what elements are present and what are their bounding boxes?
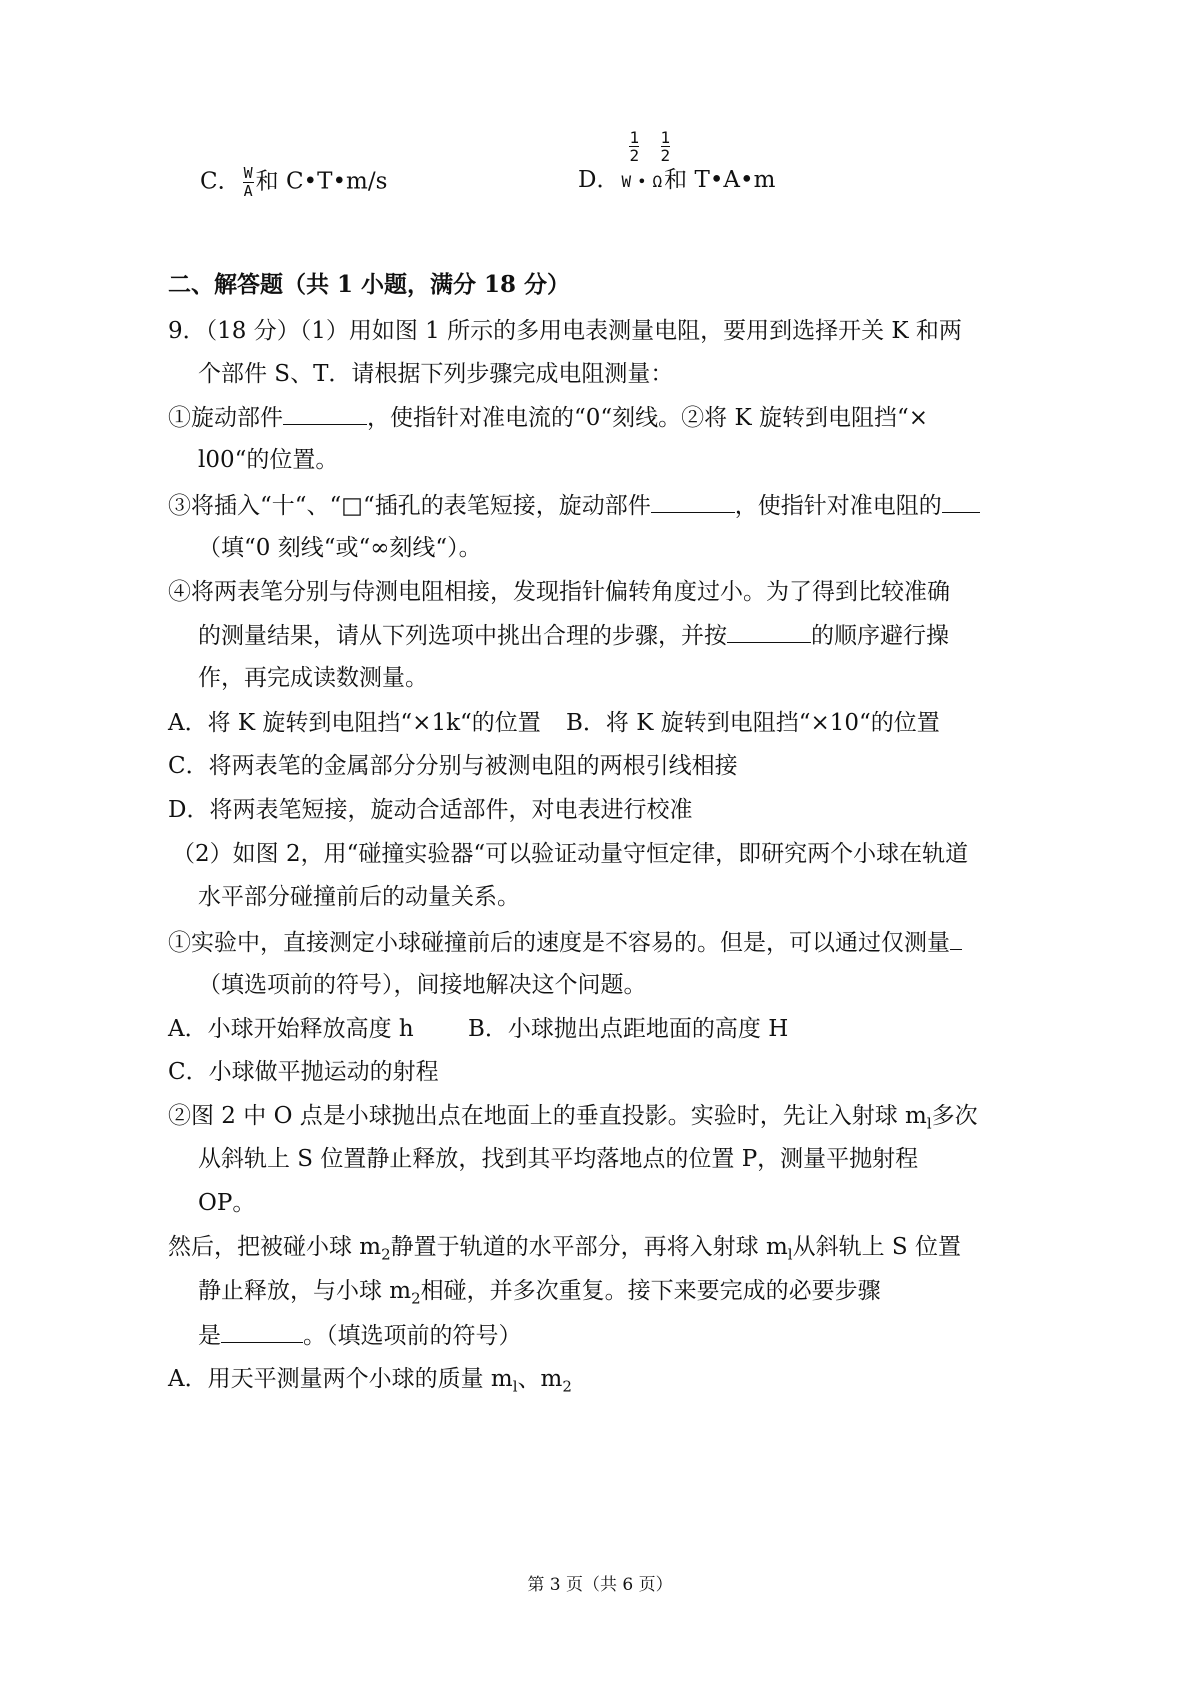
exp-2-cont: 从斜轨上 S 位置静止释放，找到其平均落地点的位置 P，测量平抛射程	[198, 1146, 919, 1172]
final-choice-a: A．用天平测量两个小球的质量 $m_l$、$m_2$	[168, 1366, 572, 1396]
step-4-cont-2: 作，再完成读数测量。	[198, 665, 428, 691]
choice-c: C．将两表笔的金属部分分别与被测电阻的两根引线相接	[168, 753, 738, 779]
then-line-2: 静止释放，与小球 $m_2$相碰，并多次重复。接下来要完成的必要步骤	[198, 1278, 881, 1308]
exp-1-line: ①实验中，直接测定小球碰撞前后的速度是不容易的。但是，可以通过仅测量	[168, 927, 962, 958]
answer-blank	[950, 927, 962, 950]
exp-choice-c: C．小球做平抛运动的射程	[168, 1059, 439, 1085]
option-c: C． $\frac{W}{A}$ 和 C•T•m/s	[200, 164, 388, 200]
exp-1-cont: （填选项前的符号），间接地解决这个问题。	[198, 972, 647, 998]
answer-blank	[727, 620, 811, 643]
option-d: D． W 1 2 • Ω 1 2 和 T•A•m	[578, 165, 775, 197]
step-3-cont: （填“0 刻线“或“∞刻线“）。	[198, 535, 482, 561]
step-4-cont: 的测量结果，请从下列选项中挑出合理的步骤，并按 的顺序避行操	[198, 620, 949, 651]
answer-blank	[283, 402, 367, 425]
q9-line-1: 9．（18 分）（1）用如图 1 所示的多用电表测量电阻，要用到选择开关 K 和两	[168, 318, 962, 344]
step-4-line: ④将两表笔分别与侍测电阻相接，发现指针偏转角度过小。为了得到比较准确	[168, 579, 950, 605]
q9-line-2: 个部件 S、T．请根据下列步骤完成电阻测量：	[198, 361, 674, 387]
choice-d: D．将两表笔短接，旋动合适部件，对电表进行校准	[168, 797, 693, 823]
answer-blank	[651, 490, 735, 513]
step-1-cont: l00“的位置。	[198, 447, 339, 473]
then-line-1: 然后，把被碰小球 $m_2$静置于轨道的水平部分，再将入射球 $m_l$从斜轨上 S 位置	[168, 1234, 961, 1264]
fraction-w-over-a: $\frac{W}{A}$	[243, 164, 253, 200]
step-3-line: ③将插入“十“、“□“插孔的表笔短接，旋动部件 ，使指针对准电阻的	[168, 490, 980, 521]
power-omega-half: Ω 1 2	[652, 128, 671, 191]
step-1-line: ①旋动部件 ，使指针对准电流的“0“刻线。②将 K 旋转到电阻挡“×	[168, 402, 928, 433]
section-heading: 二、解答题（共 1 小题，满分 18 分）	[168, 271, 571, 298]
answer-blank	[221, 1320, 303, 1343]
power-w-half: W 1 2	[621, 128, 640, 191]
page-footer: 第 3 页（共 6 页）	[527, 1575, 673, 1595]
exp-choice-a: A．小球开始释放高度 h	[168, 1016, 414, 1042]
answer-blank	[942, 490, 980, 513]
exp-choice-b: B．小球抛出点距地面的高度 H	[468, 1016, 789, 1042]
then-line-3: 是 。（填选项前的符号）	[198, 1320, 522, 1351]
choice-b: B．将 K 旋转到电阻挡“×10“的位置	[566, 710, 940, 736]
exp-2-cont-2: OP。	[198, 1190, 256, 1216]
exp-2-line: ②图 2 中 O 点是小球抛出点在地面上的垂直投影。实验时，先让入射球 $m_l$多次	[168, 1103, 978, 1133]
part-2-cont: 水平部分碰撞前后的动量关系。	[198, 884, 520, 910]
choice-a: A．将 K 旋转到电阻挡“×1k“的位置	[168, 710, 541, 736]
part-2-line: （2）如图 2，用“碰撞实验器“可以验证动量守恒定律，即研究两个小球在轨道	[172, 841, 969, 867]
